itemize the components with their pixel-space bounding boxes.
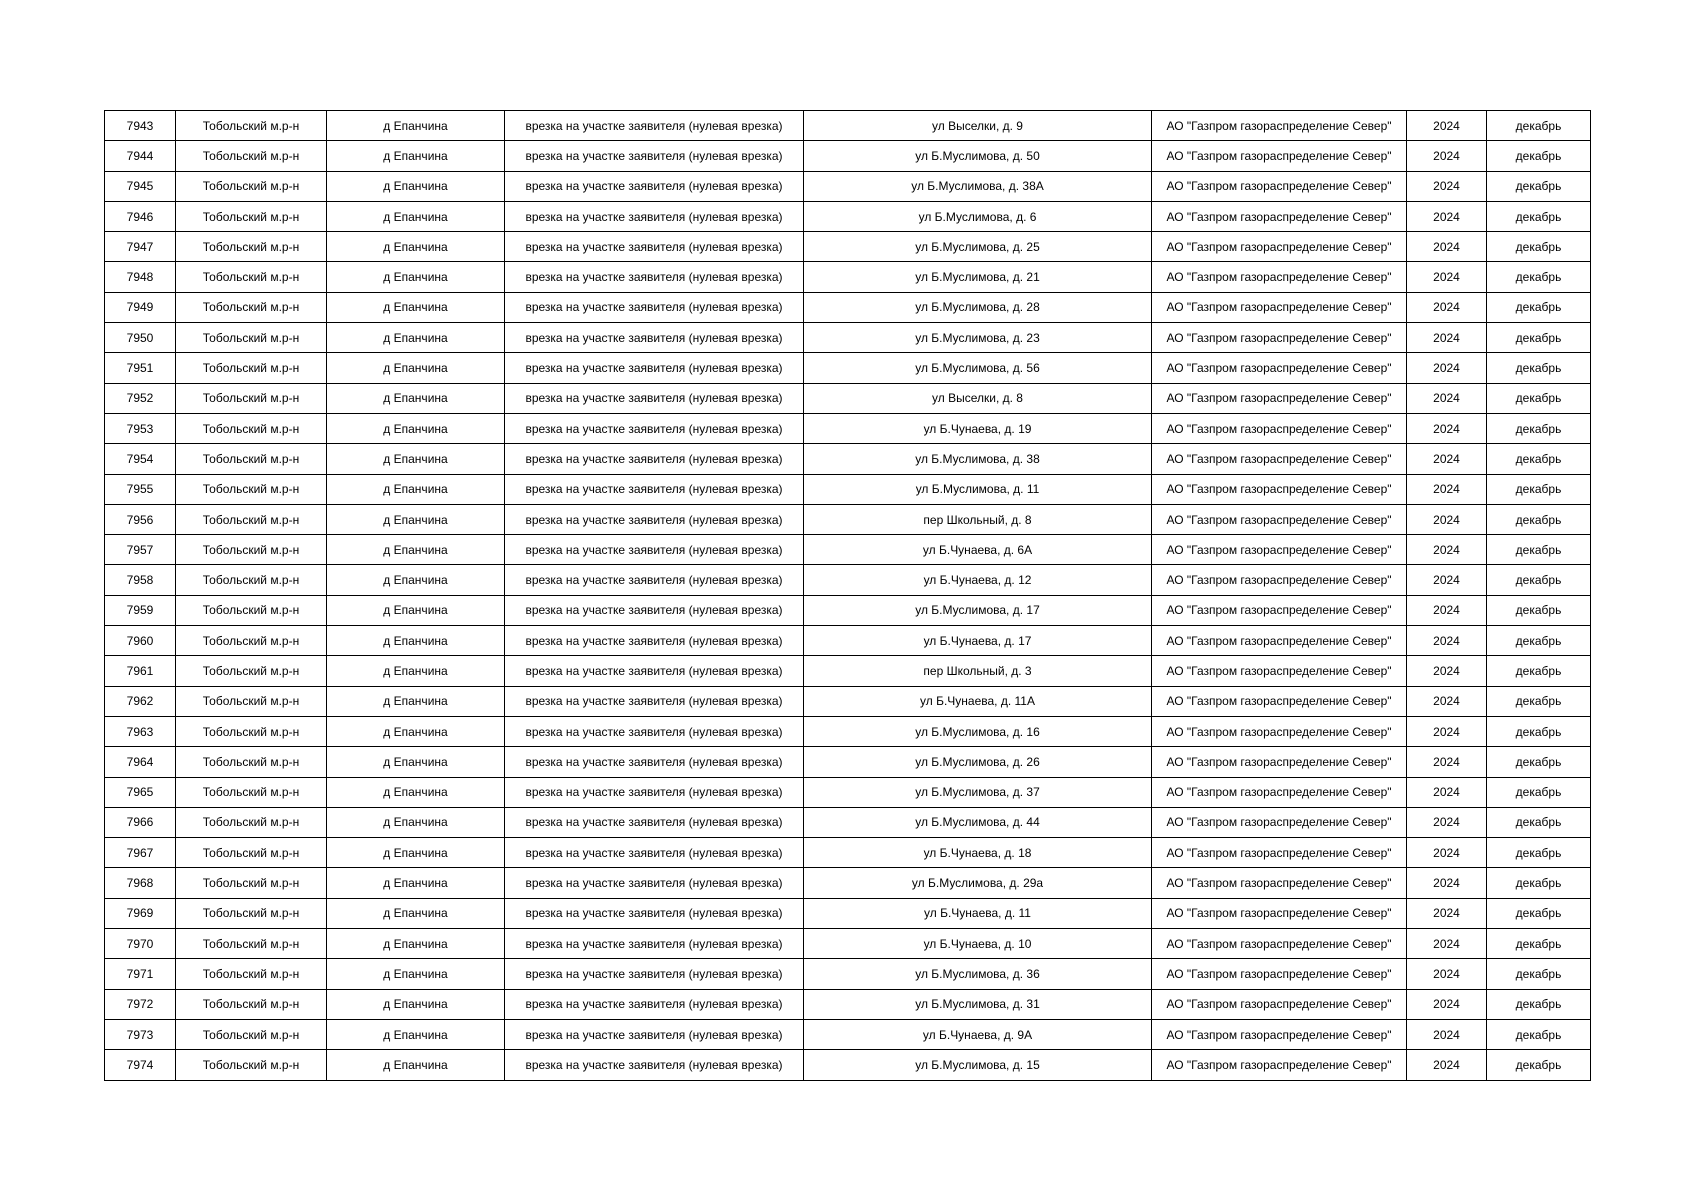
row-number-cell: 7951 (105, 353, 176, 383)
row-number-cell: 7962 (105, 686, 176, 716)
row-number-cell: 7972 (105, 989, 176, 1019)
row-number-cell: 7963 (105, 716, 176, 746)
table-row (105, 201, 1591, 231)
year-cell: 2024 (1407, 383, 1487, 413)
year-cell: 2024 (1407, 777, 1487, 807)
locality-cell: д Епанчина (327, 262, 505, 292)
table-row (105, 868, 1591, 898)
connection-type-cell: врезка на участке заявителя (нулевая врезка) (505, 929, 804, 959)
month-cell: декабрь (1487, 565, 1591, 595)
locality-cell: д Епанчина (327, 807, 505, 837)
district-cell: Тобольский м.р-н (176, 353, 327, 383)
table-row (105, 1050, 1591, 1080)
table-row (105, 383, 1591, 413)
locality-cell: д Епанчина (327, 232, 505, 262)
connection-type-cell: врезка на участке заявителя (нулевая врезка) (505, 898, 804, 928)
row-number-cell: 7968 (105, 868, 176, 898)
address-cell: ул Б.Муслимова, д. 28 (804, 292, 1152, 322)
address-cell: ул Б.Муслимова, д. 31 (804, 989, 1152, 1019)
year-cell: 2024 (1407, 413, 1487, 443)
table-row (105, 929, 1591, 959)
district-cell: Тобольский м.р-н (176, 323, 327, 353)
month-cell: декабрь (1487, 262, 1591, 292)
month-cell: декабрь (1487, 444, 1591, 474)
row-number-cell: 7974 (105, 1050, 176, 1080)
row-number-cell: 7945 (105, 171, 176, 201)
address-cell: ул Б.Муслимова, д. 26 (804, 747, 1152, 777)
month-cell: декабрь (1487, 474, 1591, 504)
address-cell: ул Б.Муслимова, д. 38А (804, 171, 1152, 201)
table-row (105, 807, 1591, 837)
table-row (105, 716, 1591, 746)
connection-type-cell: врезка на участке заявителя (нулевая врезка) (505, 838, 804, 868)
month-cell: декабрь (1487, 111, 1591, 141)
connection-type-cell: врезка на участке заявителя (нулевая врезка) (505, 111, 804, 141)
table-row (105, 474, 1591, 504)
organization-cell: АО "Газпром газораспределение Север" (1152, 504, 1407, 534)
month-cell: декабрь (1487, 383, 1591, 413)
row-number-cell: 7949 (105, 292, 176, 322)
district-cell: Тобольский м.р-н (176, 262, 327, 292)
connection-type-cell: врезка на участке заявителя (нулевая врезка) (505, 201, 804, 231)
connection-type-cell: врезка на участке заявителя (нулевая врезка) (505, 262, 804, 292)
organization-cell: АО "Газпром газораспределение Север" (1152, 201, 1407, 231)
table-row (105, 565, 1591, 595)
month-cell: декабрь (1487, 504, 1591, 534)
locality-cell: д Епанчина (327, 1019, 505, 1049)
year-cell: 2024 (1407, 959, 1487, 989)
year-cell: 2024 (1407, 111, 1487, 141)
address-cell: ул Б.Чунаева, д. 9А (804, 1019, 1152, 1049)
connection-type-cell: врезка на участке заявителя (нулевая врезка) (505, 565, 804, 595)
address-cell: ул Б.Муслимова, д. 21 (804, 262, 1152, 292)
district-cell: Тобольский м.р-н (176, 1050, 327, 1080)
year-cell: 2024 (1407, 807, 1487, 837)
month-cell: декабрь (1487, 1050, 1591, 1080)
organization-cell: АО "Газпром газораспределение Север" (1152, 262, 1407, 292)
row-number-cell: 7971 (105, 959, 176, 989)
organization-cell: АО "Газпром газораспределение Север" (1152, 838, 1407, 868)
month-cell: декабрь (1487, 656, 1591, 686)
address-cell: ул Б.Муслимова, д. 15 (804, 1050, 1152, 1080)
locality-cell: д Епанчина (327, 171, 505, 201)
row-number-cell: 7953 (105, 413, 176, 443)
row-number-cell: 7966 (105, 807, 176, 837)
locality-cell: д Епанчина (327, 111, 505, 141)
table-row (105, 656, 1591, 686)
organization-cell: АО "Газпром газораспределение Север" (1152, 989, 1407, 1019)
table-body (105, 111, 1591, 1081)
table-row (105, 292, 1591, 322)
table-row (105, 323, 1591, 353)
organization-cell: АО "Газпром газораспределение Север" (1152, 1050, 1407, 1080)
month-cell: декабрь (1487, 626, 1591, 656)
district-cell: Тобольский м.р-н (176, 201, 327, 231)
organization-cell: АО "Газпром газораспределение Север" (1152, 383, 1407, 413)
year-cell: 2024 (1407, 474, 1487, 504)
row-number-cell: 7973 (105, 1019, 176, 1049)
table-row (105, 777, 1591, 807)
year-cell: 2024 (1407, 1019, 1487, 1049)
year-cell: 2024 (1407, 323, 1487, 353)
data-table (104, 110, 1591, 1081)
table-row (105, 232, 1591, 262)
address-cell: ул Б.Чунаева, д. 6А (804, 535, 1152, 565)
organization-cell: АО "Газпром газораспределение Север" (1152, 292, 1407, 322)
row-number-cell: 7964 (105, 747, 176, 777)
connection-type-cell: врезка на участке заявителя (нулевая врезка) (505, 716, 804, 746)
address-cell: ул Б.Чунаева, д. 11А (804, 686, 1152, 716)
organization-cell: АО "Газпром газораспределение Север" (1152, 232, 1407, 262)
address-cell: ул Б.Чунаева, д. 18 (804, 838, 1152, 868)
table-row (105, 838, 1591, 868)
district-cell: Тобольский м.р-н (176, 989, 327, 1019)
table-row (105, 535, 1591, 565)
connection-type-cell: врезка на участке заявителя (нулевая врезка) (505, 656, 804, 686)
month-cell: декабрь (1487, 535, 1591, 565)
address-cell: ул Б.Муслимова, д. 16 (804, 716, 1152, 746)
organization-cell: АО "Газпром газораспределение Север" (1152, 535, 1407, 565)
organization-cell: АО "Газпром газораспределение Север" (1152, 171, 1407, 201)
month-cell: декабрь (1487, 868, 1591, 898)
month-cell: декабрь (1487, 141, 1591, 171)
connection-type-cell: врезка на участке заявителя (нулевая врезка) (505, 989, 804, 1019)
year-cell: 2024 (1407, 504, 1487, 534)
year-cell: 2024 (1407, 262, 1487, 292)
organization-cell: АО "Газпром газораспределение Север" (1152, 656, 1407, 686)
district-cell: Тобольский м.р-н (176, 383, 327, 413)
district-cell: Тобольский м.р-н (176, 1019, 327, 1049)
locality-cell: д Епанчина (327, 747, 505, 777)
organization-cell: АО "Газпром газораспределение Север" (1152, 929, 1407, 959)
connection-type-cell: врезка на участке заявителя (нулевая врезка) (505, 1050, 804, 1080)
month-cell: декабрь (1487, 716, 1591, 746)
table-row (105, 989, 1591, 1019)
connection-type-cell: врезка на участке заявителя (нулевая врезка) (505, 323, 804, 353)
organization-cell: АО "Газпром газораспределение Север" (1152, 141, 1407, 171)
connection-type-cell: врезка на участке заявителя (нулевая врезка) (505, 353, 804, 383)
address-cell: ул Б.Муслимова, д. 36 (804, 959, 1152, 989)
row-number-cell: 7944 (105, 141, 176, 171)
connection-type-cell: врезка на участке заявителя (нулевая врезка) (505, 383, 804, 413)
year-cell: 2024 (1407, 868, 1487, 898)
district-cell: Тобольский м.р-н (176, 292, 327, 322)
year-cell: 2024 (1407, 989, 1487, 1019)
month-cell: декабрь (1487, 929, 1591, 959)
row-number-cell: 7950 (105, 323, 176, 353)
connection-type-cell: врезка на участке заявителя (нулевая врезка) (505, 292, 804, 322)
table-row (105, 413, 1591, 443)
connection-type-cell: врезка на участке заявителя (нулевая врезка) (505, 686, 804, 716)
district-cell: Тобольский м.р-н (176, 868, 327, 898)
address-cell: ул Б.Муслимова, д. 50 (804, 141, 1152, 171)
locality-cell: д Епанчина (327, 474, 505, 504)
district-cell: Тобольский м.р-н (176, 141, 327, 171)
locality-cell: д Епанчина (327, 868, 505, 898)
connection-type-cell: врезка на участке заявителя (нулевая врезка) (505, 626, 804, 656)
year-cell: 2024 (1407, 232, 1487, 262)
year-cell: 2024 (1407, 444, 1487, 474)
table-row (105, 444, 1591, 474)
locality-cell: д Епанчина (327, 959, 505, 989)
address-cell: ул Б.Чунаева, д. 10 (804, 929, 1152, 959)
address-cell: ул Б.Муслимова, д. 44 (804, 807, 1152, 837)
district-cell: Тобольский м.р-н (176, 686, 327, 716)
table-row (105, 686, 1591, 716)
connection-type-cell: врезка на участке заявителя (нулевая врезка) (505, 777, 804, 807)
organization-cell: АО "Газпром газораспределение Север" (1152, 777, 1407, 807)
month-cell: декабрь (1487, 292, 1591, 322)
connection-type-cell: врезка на участке заявителя (нулевая врезка) (505, 141, 804, 171)
locality-cell: д Епанчина (327, 323, 505, 353)
district-cell: Тобольский м.р-н (176, 565, 327, 595)
organization-cell: АО "Газпром газораспределение Север" (1152, 1019, 1407, 1049)
month-cell: декабрь (1487, 595, 1591, 625)
row-number-cell: 7970 (105, 929, 176, 959)
locality-cell: д Епанчина (327, 141, 505, 171)
organization-cell: АО "Газпром газораспределение Север" (1152, 595, 1407, 625)
table-row (105, 747, 1591, 777)
district-cell: Тобольский м.р-н (176, 474, 327, 504)
row-number-cell: 7948 (105, 262, 176, 292)
table-row (105, 959, 1591, 989)
year-cell: 2024 (1407, 656, 1487, 686)
organization-cell: АО "Газпром газораспределение Север" (1152, 474, 1407, 504)
row-number-cell: 7946 (105, 201, 176, 231)
year-cell: 2024 (1407, 292, 1487, 322)
row-number-cell: 7969 (105, 898, 176, 928)
organization-cell: АО "Газпром газораспределение Север" (1152, 716, 1407, 746)
table-row (105, 1019, 1591, 1049)
month-cell: декабрь (1487, 201, 1591, 231)
locality-cell: д Епанчина (327, 716, 505, 746)
connection-type-cell: врезка на участке заявителя (нулевая врезка) (505, 959, 804, 989)
district-cell: Тобольский м.р-н (176, 232, 327, 262)
month-cell: декабрь (1487, 413, 1591, 443)
year-cell: 2024 (1407, 595, 1487, 625)
year-cell: 2024 (1407, 747, 1487, 777)
connection-type-cell: врезка на участке заявителя (нулевая врезка) (505, 171, 804, 201)
district-cell: Тобольский м.р-н (176, 777, 327, 807)
district-cell: Тобольский м.р-н (176, 929, 327, 959)
locality-cell: д Епанчина (327, 444, 505, 474)
year-cell: 2024 (1407, 716, 1487, 746)
district-cell: Тобольский м.р-н (176, 111, 327, 141)
table-row (105, 171, 1591, 201)
locality-cell: д Епанчина (327, 989, 505, 1019)
address-cell: ул Б.Муслимова, д. 23 (804, 323, 1152, 353)
row-number-cell: 7955 (105, 474, 176, 504)
locality-cell: д Епанчина (327, 898, 505, 928)
row-number-cell: 7961 (105, 656, 176, 686)
row-number-cell: 7954 (105, 444, 176, 474)
district-cell: Тобольский м.р-н (176, 716, 327, 746)
organization-cell: АО "Газпром газораспределение Север" (1152, 898, 1407, 928)
year-cell: 2024 (1407, 141, 1487, 171)
month-cell: декабрь (1487, 323, 1591, 353)
connection-type-cell: врезка на участке заявителя (нулевая врезка) (505, 1019, 804, 1049)
row-number-cell: 7967 (105, 838, 176, 868)
row-number-cell: 7965 (105, 777, 176, 807)
address-cell: ул Б.Чунаева, д. 12 (804, 565, 1152, 595)
address-cell: ул Б.Муслимова, д. 11 (804, 474, 1152, 504)
row-number-cell: 7958 (105, 565, 176, 595)
connection-type-cell: врезка на участке заявителя (нулевая врезка) (505, 807, 804, 837)
row-number-cell: 7943 (105, 111, 176, 141)
row-number-cell: 7960 (105, 626, 176, 656)
month-cell: декабрь (1487, 807, 1591, 837)
year-cell: 2024 (1407, 626, 1487, 656)
address-cell: ул Б.Муслимова, д. 6 (804, 201, 1152, 231)
locality-cell: д Епанчина (327, 838, 505, 868)
locality-cell: д Епанчина (327, 656, 505, 686)
locality-cell: д Епанчина (327, 504, 505, 534)
connection-type-cell: врезка на участке заявителя (нулевая врезка) (505, 868, 804, 898)
table-row (105, 898, 1591, 928)
address-cell: ул Б.Муслимова, д. 25 (804, 232, 1152, 262)
connection-type-cell: врезка на участке заявителя (нулевая врезка) (505, 747, 804, 777)
locality-cell: д Епанчина (327, 383, 505, 413)
connection-type-cell: врезка на участке заявителя (нулевая врезка) (505, 504, 804, 534)
row-number-cell: 7947 (105, 232, 176, 262)
district-cell: Тобольский м.р-н (176, 959, 327, 989)
table-row (105, 141, 1591, 171)
district-cell: Тобольский м.р-н (176, 535, 327, 565)
table-row (105, 111, 1591, 141)
organization-cell: АО "Газпром газораспределение Север" (1152, 626, 1407, 656)
organization-cell: АО "Газпром газораспределение Север" (1152, 868, 1407, 898)
locality-cell: д Епанчина (327, 686, 505, 716)
month-cell: декабрь (1487, 959, 1591, 989)
district-cell: Тобольский м.р-н (176, 838, 327, 868)
address-cell: ул Б.Муслимова, д. 29а (804, 868, 1152, 898)
organization-cell: АО "Газпром газораспределение Север" (1152, 413, 1407, 443)
table-row (105, 626, 1591, 656)
month-cell: декабрь (1487, 686, 1591, 716)
table-row (105, 262, 1591, 292)
connection-type-cell: врезка на участке заявителя (нулевая врезка) (505, 232, 804, 262)
locality-cell: д Епанчина (327, 626, 505, 656)
month-cell: декабрь (1487, 747, 1591, 777)
connection-type-cell: врезка на участке заявителя (нулевая врезка) (505, 474, 804, 504)
connection-type-cell: врезка на участке заявителя (нулевая врезка) (505, 535, 804, 565)
year-cell: 2024 (1407, 929, 1487, 959)
locality-cell: д Епанчина (327, 565, 505, 595)
month-cell: декабрь (1487, 232, 1591, 262)
row-number-cell: 7957 (105, 535, 176, 565)
district-cell: Тобольский м.р-н (176, 595, 327, 625)
district-cell: Тобольский м.р-н (176, 898, 327, 928)
organization-cell: АО "Газпром газораспределение Север" (1152, 807, 1407, 837)
organization-cell: АО "Газпром газораспределение Север" (1152, 686, 1407, 716)
table-row (105, 353, 1591, 383)
organization-cell: АО "Газпром газораспределение Север" (1152, 959, 1407, 989)
district-cell: Тобольский м.р-н (176, 807, 327, 837)
row-number-cell: 7959 (105, 595, 176, 625)
locality-cell: д Епанчина (327, 1050, 505, 1080)
year-cell: 2024 (1407, 535, 1487, 565)
address-cell: ул Выселки, д. 9 (804, 111, 1152, 141)
year-cell: 2024 (1407, 353, 1487, 383)
table-row (105, 595, 1591, 625)
month-cell: декабрь (1487, 898, 1591, 928)
district-cell: Тобольский м.р-н (176, 504, 327, 534)
year-cell: 2024 (1407, 1050, 1487, 1080)
locality-cell: д Епанчина (327, 413, 505, 443)
locality-cell: д Епанчина (327, 353, 505, 383)
locality-cell: д Епанчина (327, 201, 505, 231)
district-cell: Тобольский м.р-н (176, 444, 327, 474)
locality-cell: д Епанчина (327, 929, 505, 959)
row-number-cell: 7956 (105, 504, 176, 534)
year-cell: 2024 (1407, 201, 1487, 231)
locality-cell: д Епанчина (327, 595, 505, 625)
address-cell: ул Б.Чунаева, д. 17 (804, 626, 1152, 656)
address-cell: пер Школьный, д. 3 (804, 656, 1152, 686)
address-cell: ул Б.Муслимова, д. 17 (804, 595, 1152, 625)
organization-cell: АО "Газпром газораспределение Север" (1152, 323, 1407, 353)
organization-cell: АО "Газпром газораспределение Север" (1152, 444, 1407, 474)
row-number-cell: 7952 (105, 383, 176, 413)
year-cell: 2024 (1407, 565, 1487, 595)
table-row (105, 504, 1591, 534)
connection-type-cell: врезка на участке заявителя (нулевая врезка) (505, 444, 804, 474)
district-cell: Тобольский м.р-н (176, 413, 327, 443)
district-cell: Тобольский м.р-н (176, 747, 327, 777)
address-cell: ул Б.Муслимова, д. 38 (804, 444, 1152, 474)
month-cell: декабрь (1487, 838, 1591, 868)
district-cell: Тобольский м.р-н (176, 626, 327, 656)
connection-type-cell: врезка на участке заявителя (нулевая врезка) (505, 413, 804, 443)
district-cell: Тобольский м.р-н (176, 171, 327, 201)
organization-cell: АО "Газпром газораспределение Север" (1152, 353, 1407, 383)
month-cell: декабрь (1487, 1019, 1591, 1049)
month-cell: декабрь (1487, 989, 1591, 1019)
year-cell: 2024 (1407, 838, 1487, 868)
organization-cell: АО "Газпром газораспределение Север" (1152, 565, 1407, 595)
address-cell: ул Б.Муслимова, д. 37 (804, 777, 1152, 807)
address-cell: ул Б.Муслимова, д. 56 (804, 353, 1152, 383)
connection-type-cell: врезка на участке заявителя (нулевая врезка) (505, 595, 804, 625)
locality-cell: д Епанчина (327, 535, 505, 565)
organization-cell: АО "Газпром газораспределение Север" (1152, 747, 1407, 777)
address-cell: пер Школьный, д. 8 (804, 504, 1152, 534)
address-cell: ул Б.Чунаева, д. 11 (804, 898, 1152, 928)
year-cell: 2024 (1407, 171, 1487, 201)
year-cell: 2024 (1407, 686, 1487, 716)
month-cell: декабрь (1487, 171, 1591, 201)
address-cell: ул Б.Чунаева, д. 19 (804, 413, 1152, 443)
year-cell: 2024 (1407, 898, 1487, 928)
address-cell: ул Выселки, д. 8 (804, 383, 1152, 413)
locality-cell: д Епанчина (327, 777, 505, 807)
month-cell: декабрь (1487, 353, 1591, 383)
locality-cell: д Епанчина (327, 292, 505, 322)
organization-cell: АО "Газпром газораспределение Север" (1152, 111, 1407, 141)
district-cell: Тобольский м.р-н (176, 656, 327, 686)
month-cell: декабрь (1487, 777, 1591, 807)
